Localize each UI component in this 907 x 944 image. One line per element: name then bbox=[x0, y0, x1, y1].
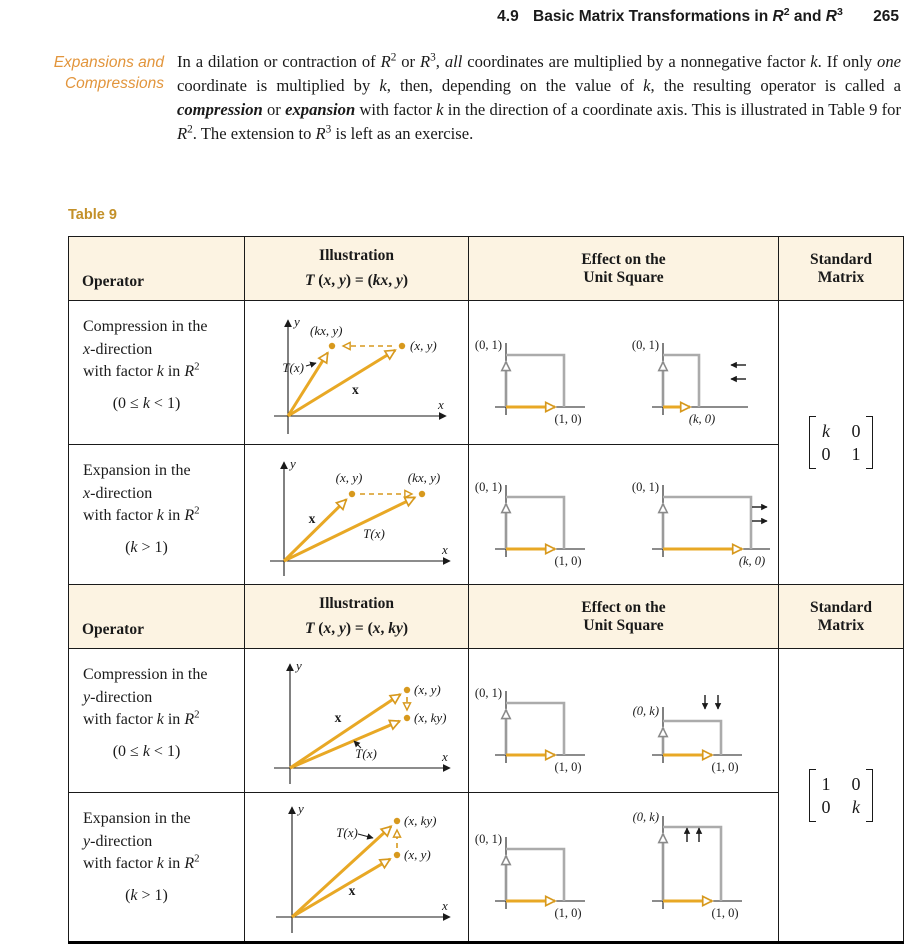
illustration-cell-expansion-y bbox=[245, 793, 469, 944]
y-axis-label: y bbox=[295, 657, 302, 673]
t-of-x-label: T(x) bbox=[282, 359, 304, 375]
illustration-expansion-y bbox=[252, 793, 462, 941]
x-axis-label: x bbox=[441, 541, 448, 557]
table-header-row-1 bbox=[69, 237, 904, 301]
corner-label-k0: (k, 0) bbox=[738, 553, 765, 568]
y-axis-label: y bbox=[297, 801, 304, 816]
corner-label-01: (0, 1) bbox=[475, 337, 503, 352]
operator-line: y-direction bbox=[83, 688, 153, 706]
unit-square-original bbox=[471, 454, 619, 576]
header-effect-2 bbox=[469, 585, 779, 649]
unit-square-compressed-x bbox=[628, 312, 776, 434]
unit-square-outline bbox=[506, 497, 564, 549]
intro-paragraph: In a dilation or contraction of $R^2$ or $R^3$, all coordinates are multiplied by a nonnegative factor k. If only one coordinate is multiplied by k, then, depending on the value of k, the resulting operator is called a compression or expansion with factor k in the direction of a coordinate axis. This is illustrated in Table 9 for $R^2$. The extension to $R^3$ is left as an exercise. bbox=[177, 51, 902, 143]
row-compression-x bbox=[69, 301, 904, 445]
point-x-ky-dot bbox=[393, 818, 399, 824]
point-x-ky-dot bbox=[403, 714, 409, 720]
operator-line: Expansion in the bbox=[83, 462, 191, 479]
matrix-entry: 0 bbox=[821, 444, 831, 464]
x-axis-label: x bbox=[438, 396, 444, 412]
operator-condition: (k > 1) bbox=[125, 887, 168, 905]
intro-section bbox=[4, 50, 901, 146]
header-standard-matrix-2 bbox=[779, 585, 904, 649]
header-operator-1: Operator bbox=[69, 237, 245, 301]
x-vector-label: x bbox=[308, 510, 315, 526]
operator-line: x-direction bbox=[83, 340, 153, 358]
illustration-cell-compression-y bbox=[245, 649, 469, 793]
effect-cell-compression-y bbox=[469, 649, 779, 793]
vector-x bbox=[284, 499, 346, 560]
header-illustration-title-1: Illustration bbox=[319, 247, 394, 265]
effect-cell-expansion-y bbox=[469, 793, 779, 944]
vector-tx bbox=[284, 497, 415, 561]
header-matrix-line2-1: Matrix bbox=[817, 268, 865, 286]
header-illustration-formula-1: T (x, y) = (kx, y) bbox=[304, 271, 409, 289]
unit-square-pair bbox=[469, 312, 778, 434]
margin-heading bbox=[4, 50, 164, 95]
margin-heading-line1: Expansions and bbox=[53, 54, 164, 71]
corner-label-k0: (k, 0) bbox=[688, 411, 715, 426]
table-9 bbox=[68, 236, 904, 944]
header-matrix-line1-2: Standard bbox=[809, 598, 873, 616]
t-of-x-label: T(x) bbox=[362, 525, 385, 541]
y-axis-label: y bbox=[289, 455, 296, 471]
operator-cell-expansion-x bbox=[69, 445, 245, 585]
corner-label-10: (1, 0) bbox=[711, 906, 739, 920]
unit-square-outline bbox=[506, 703, 564, 755]
unit-square-original bbox=[471, 806, 619, 928]
header-illustration-formula-2: T (x, y) = (x, ky) bbox=[304, 619, 409, 637]
corner-label-10: (1, 0) bbox=[554, 553, 582, 568]
operator-condition: (k > 1) bbox=[125, 539, 168, 557]
matrix-entry: 1 bbox=[851, 444, 861, 464]
x-vector-label: x bbox=[334, 709, 341, 725]
margin-heading-line2: Compressions bbox=[64, 74, 164, 92]
unit-square-expanded-y bbox=[628, 806, 776, 928]
illustration-compression-x bbox=[254, 304, 459, 442]
unit-square-outline bbox=[506, 355, 564, 407]
vector-x bbox=[288, 350, 395, 416]
operator-line: Compression in the bbox=[83, 318, 208, 335]
operator-line: with factor k in $R^2$ bbox=[83, 361, 200, 381]
unit-square-outline bbox=[663, 497, 751, 549]
point-label-x-y: (x, y) bbox=[403, 847, 431, 862]
illustration-cell-compression-x bbox=[245, 301, 469, 445]
corner-label-01: (0, 1) bbox=[475, 832, 503, 846]
illustration-expansion-x bbox=[252, 446, 462, 584]
operator-line: with factor k in $R^2$ bbox=[83, 853, 200, 873]
standard-matrix-x bbox=[809, 416, 873, 469]
header-matrix-line2-2: Matrix bbox=[817, 616, 865, 634]
illustration-cell-expansion-x bbox=[245, 445, 469, 585]
unit-square-outline bbox=[663, 355, 699, 407]
effect-cell-compression-x bbox=[469, 301, 779, 445]
unit-square-compressed-y bbox=[628, 660, 776, 782]
unit-square-outline bbox=[506, 849, 564, 901]
unit-square-pair bbox=[469, 454, 778, 576]
effect-cell-expansion-x bbox=[469, 445, 779, 585]
header-effect-1 bbox=[469, 237, 779, 301]
corner-label-10: (1, 0) bbox=[554, 411, 582, 426]
point-kx-y-dot bbox=[418, 490, 424, 496]
operator-cell-compression-y bbox=[69, 649, 245, 793]
corner-label-01: (0, 1) bbox=[631, 337, 659, 352]
t-of-x-label: T(x) bbox=[354, 745, 377, 761]
operator-cell-compression-x bbox=[69, 301, 245, 445]
section-number: 4.9 bbox=[497, 8, 519, 25]
unit-square-original bbox=[471, 660, 619, 782]
operator-line: y-direction bbox=[83, 832, 153, 850]
point-label-x-y: (x, y) bbox=[413, 681, 441, 697]
matrix-entry: 1 bbox=[821, 773, 831, 794]
point-label-x-y: (x, y) bbox=[335, 469, 362, 485]
corner-label-01: (0, 1) bbox=[475, 685, 503, 700]
header-standard-matrix-1 bbox=[779, 237, 904, 301]
operator-condition: (0 ≤ k < 1) bbox=[112, 395, 181, 413]
corner-label-10: (1, 0) bbox=[554, 759, 582, 774]
unit-square-pair bbox=[469, 660, 778, 782]
section-title: Basic Matrix Transformations in $R^2$ and $R^3$ bbox=[533, 5, 843, 25]
row-expansion-y bbox=[69, 793, 904, 944]
operator-line: Expansion in the bbox=[83, 810, 191, 827]
corner-label-0k: (0, k) bbox=[632, 703, 659, 718]
corner-label-0k: (0, k) bbox=[632, 810, 659, 824]
point-x-y-dot bbox=[348, 490, 354, 496]
page-number: 265 bbox=[873, 8, 899, 25]
matrix-entry: 0 bbox=[851, 421, 861, 441]
header-effect-line1-1: Effect on the bbox=[581, 250, 666, 268]
point-x-y-dot bbox=[393, 852, 399, 858]
vector-x bbox=[292, 859, 390, 917]
unit-square-outline bbox=[663, 721, 721, 755]
x-vector-label: x bbox=[352, 381, 359, 397]
label-pointer-arrow bbox=[306, 363, 316, 366]
point-label-x-y: (x, y) bbox=[410, 337, 437, 353]
running-head bbox=[497, 5, 899, 26]
standard-matrix-y bbox=[809, 769, 873, 822]
header-operator-2: Operator bbox=[69, 585, 245, 649]
unit-square-original bbox=[471, 312, 619, 434]
header-matrix-line1-1: Standard bbox=[809, 250, 873, 268]
matrix-entry: 0 bbox=[821, 796, 831, 817]
unit-square-pair bbox=[469, 806, 778, 928]
corner-label-01: (0, 1) bbox=[475, 479, 503, 494]
x-axis-label: x bbox=[441, 748, 448, 764]
vector-x bbox=[290, 694, 400, 768]
matrix-entry: 0 bbox=[851, 773, 861, 794]
x-vector-label: x bbox=[348, 883, 355, 898]
operator-line: Compression in the bbox=[83, 666, 208, 683]
point-kx-y-dot bbox=[329, 342, 335, 348]
point-label-x-ky: (x, ky) bbox=[413, 709, 446, 725]
point-label-kx-y: (kx, y) bbox=[310, 322, 343, 338]
operator-line: with factor k in $R^2$ bbox=[83, 505, 200, 525]
corner-label-10: (1, 0) bbox=[554, 906, 582, 920]
operator-condition: (0 ≤ k < 1) bbox=[112, 743, 181, 761]
unit-square-expanded-x bbox=[628, 454, 776, 576]
point-x-y-dot bbox=[399, 342, 405, 348]
standard-matrix-cell-y bbox=[779, 649, 904, 944]
x-axis-label: x bbox=[441, 898, 448, 913]
header-illustration-title-2: Illustration bbox=[319, 595, 394, 613]
t-of-x-label: T(x) bbox=[335, 825, 358, 840]
point-x-y-dot bbox=[403, 686, 409, 692]
vector-tx bbox=[290, 721, 400, 768]
matrix-entry: k bbox=[822, 421, 830, 441]
header-effect-line1-2: Effect on the bbox=[581, 598, 666, 616]
header-effect-line2-1: Unit Square bbox=[583, 268, 664, 286]
label-pointer-arrow bbox=[358, 834, 373, 838]
row-expansion-x bbox=[69, 445, 904, 585]
illustration-compression-y bbox=[252, 650, 462, 792]
matrix-entry: k bbox=[852, 796, 860, 817]
corner-label-10: (1, 0) bbox=[711, 759, 739, 774]
row-compression-y bbox=[69, 649, 904, 793]
header-effect-line2-2: Unit Square bbox=[583, 616, 664, 634]
header-illustration-2 bbox=[245, 585, 469, 649]
y-axis-label: y bbox=[294, 313, 300, 329]
table-label: Table 9 bbox=[68, 207, 117, 223]
operator-cell-expansion-y bbox=[69, 793, 245, 944]
header-illustration-1 bbox=[245, 237, 469, 301]
operator-line: x-direction bbox=[83, 484, 153, 502]
standard-matrix-cell-x bbox=[779, 301, 904, 585]
point-label-x-ky: (x, ky) bbox=[403, 813, 436, 828]
point-label-kx-y: (kx, y) bbox=[407, 469, 440, 485]
unit-square-outline bbox=[663, 827, 721, 901]
operator-line: with factor k in $R^2$ bbox=[83, 709, 200, 729]
table-header-row-2 bbox=[69, 585, 904, 649]
corner-label-01: (0, 1) bbox=[631, 479, 659, 494]
